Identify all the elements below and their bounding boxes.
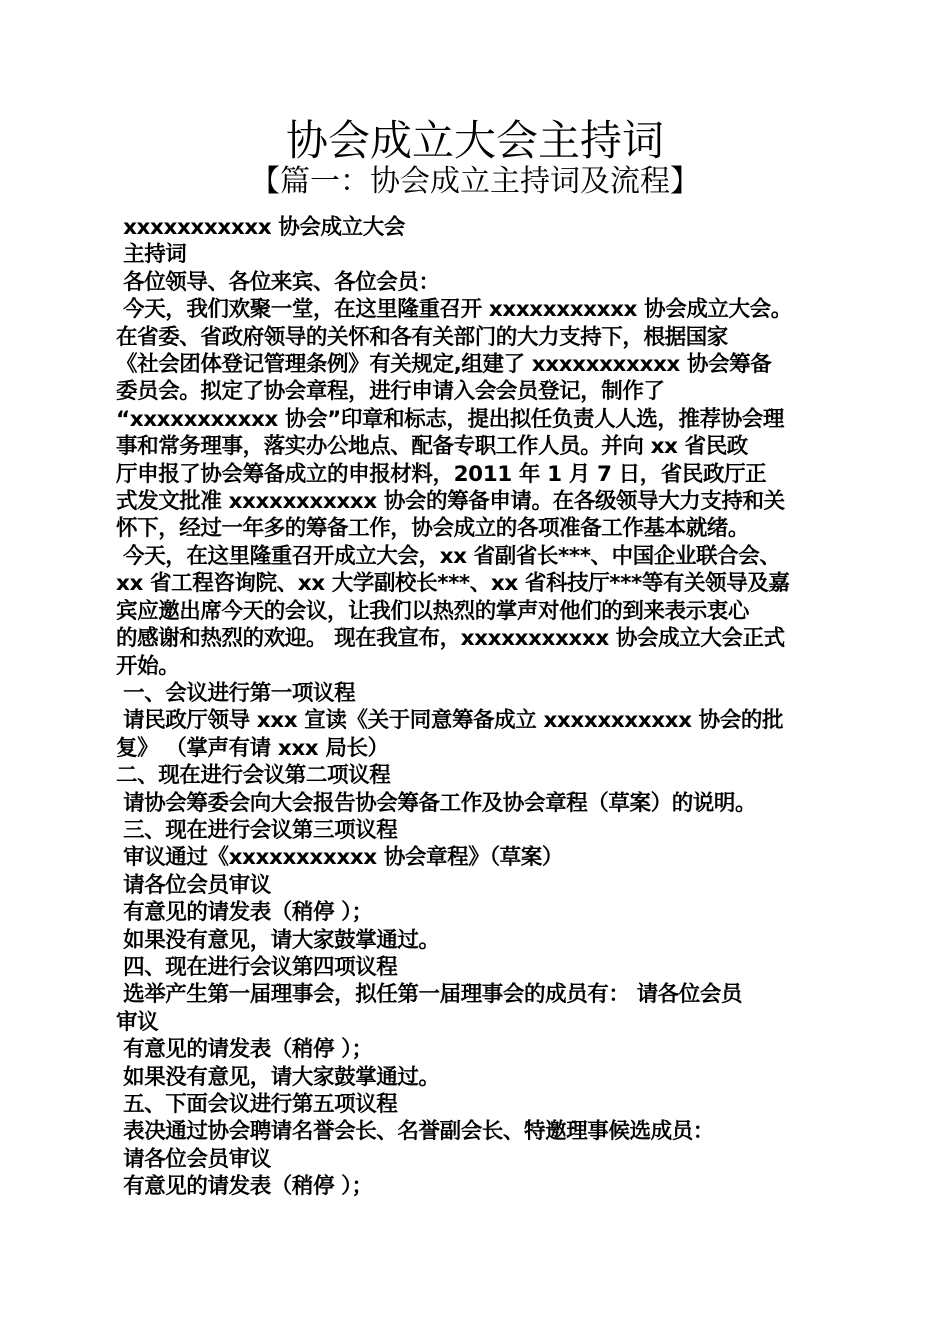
body-line: 审议通过《xxxxxxxxxxx 协会章程》（草案） (116, 845, 563, 871)
body-line: 今天，我们欢聚一堂，在这里隆重召开 xxxxxxxxxxx 协会成立大会。 (116, 297, 792, 323)
body-line: 复》 （掌声有请 xxx 局长） (116, 735, 389, 761)
body-line: 如果没有意见，请大家鼓掌通过。 (116, 927, 440, 953)
body-line: 请各位会员审议 (116, 872, 271, 898)
body-line: 二、现在进行会议第二项议程 (116, 763, 391, 789)
body-line: 审议 (116, 1009, 159, 1035)
body-line: 式发文批准 xxxxxxxxxxx 协会的筹备申请。在各级领导大力支持和关 (116, 489, 785, 515)
body-line: 五、下面会议进行第五项议程 (116, 1092, 398, 1117)
body-line: 请民政厅领导 xxx 宣读《关于同意筹备成立 xxxxxxxxxxx 协会的批 (116, 708, 784, 734)
body-line: 厅申报了协会筹备成立的申报材料，2011 年 1 月 7 日，省民政厅正 (116, 461, 767, 487)
body-line: 《社会团体登记管理条例》有关规定,组建了 xxxxxxxxxxx 协会筹备 (116, 352, 772, 378)
body-line: 有意见的请发表（稍停 ）； (116, 1174, 373, 1200)
body-line: xx 省工程咨询院、xx 大学副校长***、xx 省科技厅***等有关领导及嘉 (116, 571, 790, 597)
body-line: 各位领导、各位来宾、各位会员： (116, 269, 440, 295)
body-line: 主持词 (116, 242, 187, 268)
body-line: 请协会筹委会向大会报告协会筹备工作及协会章程（草案）的说明。 (116, 790, 757, 816)
body-line: 开始。 (116, 653, 180, 679)
body-line: 宾应邀出席今天的会议，让我们以热烈的掌声对他们的到来表示衷心 (116, 598, 750, 624)
body-line: 今天，在这里隆重召开成立大会，xx 省副省长***、中国企业联合会、 (116, 543, 781, 569)
body-line: 在省委、省政府领导的关怀和各有关部门的大力支持下，根据国家 (116, 324, 728, 350)
body-line: 请各位会员审议 (116, 1146, 271, 1172)
document-body (116, 214, 838, 1201)
body-line: 有意见的请发表（稍停 ）； (116, 1037, 373, 1063)
document-title: 协会成立大会主持词 (285, 116, 664, 165)
body-line: 的感谢和热烈的欢迎。 现在我宣布，xxxxxxxxxxx 协会成立大会正式 (116, 626, 785, 652)
body-line: 如果没有意见，请大家鼓掌通过。 (116, 1064, 440, 1090)
body-line: 表决通过协会聘请名誉会长、名誉副会长、特邀理事候选成员： (116, 1119, 714, 1145)
body-line: 有意见的请发表（稍停 ）； (116, 900, 373, 926)
body-line: 怀下，经过一年多的筹备工作，协会成立的各项准备工作基本就绪。 (116, 516, 750, 542)
body-line: 一、会议进行第一项议程 (116, 680, 356, 706)
body-line: 委员会。拟定了协会章程，进行申请入会会员登记，制作了 (116, 379, 665, 405)
body-line: 三、现在进行会议第三项议程 (116, 817, 398, 843)
body-line: “xxxxxxxxxxx 协会”印章和标志，提出拟任负责人人选，推荐协会理 (116, 406, 784, 432)
body-line: xxxxxxxxxxx 协会成立大会 (116, 215, 405, 240)
body-line: 选举产生第一届理事会，拟任第一届理事会的成员有： 请各位会员 (116, 982, 743, 1008)
body-line: 事和常务理事，落实办公地点、配备专职工作人员。并向 xx 省民政 (116, 434, 748, 460)
body-line: 四、现在进行会议第四项议程 (116, 954, 398, 980)
document-subtitle: 【篇一：协会成立主持词及流程】 (250, 164, 700, 199)
